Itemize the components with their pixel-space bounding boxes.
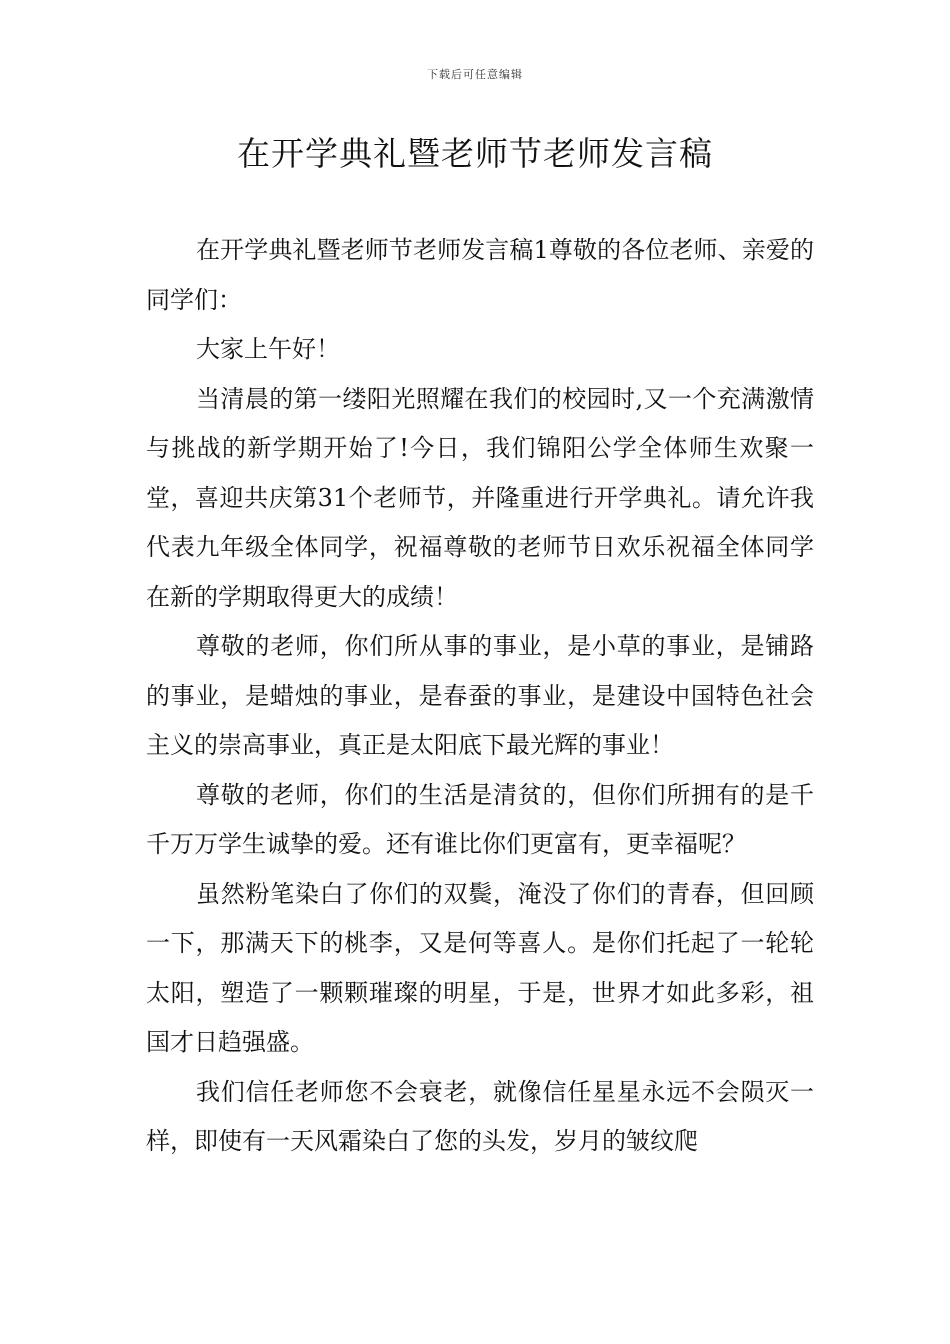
paragraph: 我们信任老师您不会衰老，就像信任星星永远不会陨灭一样，即使有一天风霜染白了您的头发，岁月的皱纹爬 — [146, 1077, 814, 1155]
paragraph: 尊敬的老师，你们所从事的事业，是小草的事业，是铺路的事业，是蜡烛的事业，是春蚕的事业，是建设中国特色社会主义的崇高事业，真正是太阳底下最光辉的事业！ — [146, 632, 814, 759]
header-note: 下载后可任意编辑 — [427, 68, 523, 81]
document-title: 在开学典礼暨老师节老师发言稿 — [237, 134, 713, 173]
paragraph: 尊敬的老师，你们的生活是清贫的，但你们所拥有的是千千万万学生诚挚的爱。还有谁比你们更富有，更幸福呢？ — [146, 780, 814, 858]
document-body — [146, 226, 814, 1167]
paragraph: 大家上午好！ — [196, 335, 340, 363]
paragraph: 在开学典礼暨老师节老师发言稿1尊敬的各位老师、亲爱的同学们： — [146, 236, 814, 314]
paragraph: 当清晨的第一缕阳光照耀在我们的校园时,又一个充满激情与挑战的新学期开始了!今日，我们锦阳公学全体师生欢聚一堂，喜迎共庆第31个老师节，并隆重进行开学典礼。请允许我代表九年级全体同学，祝福尊敬的老师节日欢乐祝福全体同学在新的学期取得更大的成绩！ — [146, 384, 814, 611]
paragraph: 虽然粉笔染白了你们的双鬓，淹没了你们的青春，但回顾一下，那满天下的桃李，又是何等喜人。是你们托起了一轮轮太阳，塑造了一颗颗璀璨的明星，于是，世界才如此多彩，祖国才日趋强盛。 — [146, 879, 814, 1056]
